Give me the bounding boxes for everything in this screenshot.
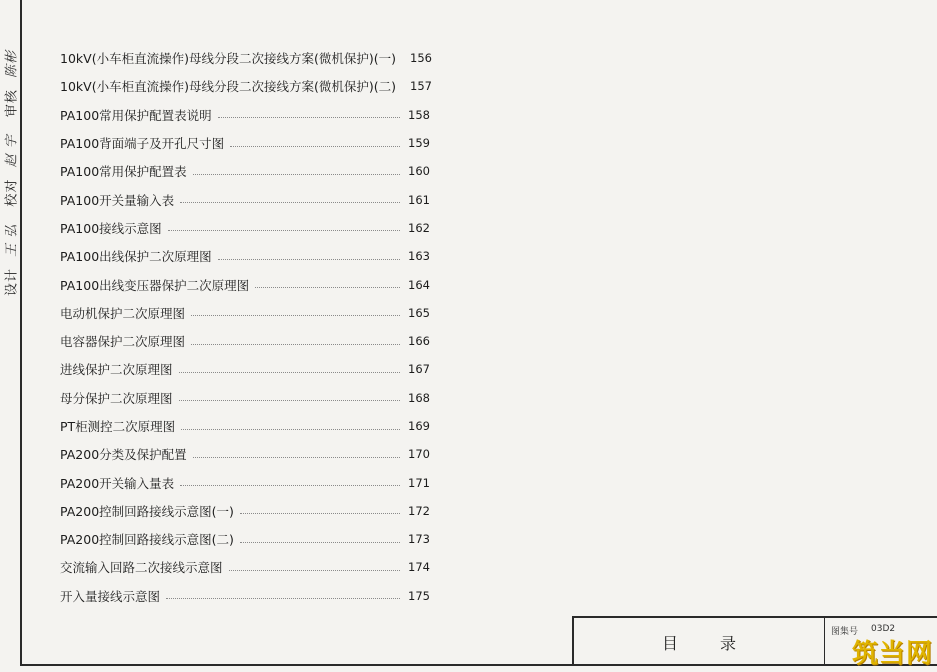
- toc-entry[interactable]: [60, 44, 430, 72]
- toc-dot-leader: [193, 457, 400, 458]
- toc-entry[interactable]: [60, 242, 430, 270]
- toc-entry-page: 168: [408, 390, 430, 405]
- toc-entry-page: 174: [408, 560, 430, 575]
- toc-dot-leader: [230, 146, 400, 147]
- toc-entry-page: 163: [408, 249, 430, 264]
- toc-entry[interactable]: [60, 299, 430, 327]
- toc-dot-leader: [218, 117, 400, 118]
- toc-dot-leader: [218, 259, 400, 260]
- toc-dot-leader: [180, 202, 400, 203]
- toc-entry-page: 171: [408, 475, 430, 490]
- toc-entry[interactable]: [60, 101, 430, 129]
- check-signature: 赵 宇: [4, 133, 20, 167]
- toc-entry-title: 开入量接线示意图: [60, 588, 161, 604]
- toc-entry-title: 母分保护二次原理图: [60, 390, 173, 406]
- toc-entry-page: 158: [408, 107, 430, 122]
- toc-entry-page: 169: [408, 419, 430, 433]
- toc-entry[interactable]: [60, 525, 430, 553]
- toc-entry-title: PA100常用保护配置表: [60, 164, 187, 180]
- toc-entry-title: 交流输入回路二次接线示意图: [60, 560, 223, 576]
- toc-entry-title: PT柜测控二次原理图: [60, 419, 176, 434]
- toc-entry[interactable]: [60, 129, 430, 157]
- toc-entry[interactable]: [60, 440, 430, 468]
- toc-entry[interactable]: [60, 384, 430, 412]
- toc-entry-title: PA200控制回路接线示意图(一): [60, 503, 234, 519]
- toc-entry-title: PA200控制回路接线示意图(二): [60, 532, 234, 548]
- toc-dot-leader: [191, 315, 400, 316]
- review-signature: 陈彬: [4, 49, 20, 78]
- toc-entry-title: PA100背面端子及开孔尺寸图: [60, 136, 225, 152]
- toc-dot-leader: [191, 344, 400, 345]
- toc-entry-page: 159: [408, 136, 430, 151]
- toc-entry-title: PA100常用保护配置表说明: [60, 107, 212, 123]
- toc-entry[interactable]: [60, 270, 430, 298]
- toc-entry-page: 161: [408, 192, 430, 207]
- toc-entry-page: 167: [408, 362, 430, 377]
- toc-entry-page: 164: [408, 277, 430, 292]
- toc-entry-title: PA200开关输入量表: [60, 475, 175, 491]
- toc-entry-page: 170: [408, 447, 430, 462]
- toc-entry[interactable]: [60, 582, 430, 610]
- toc-entry-title: 10kV(小车柜直流操作)母线分段二次接线方案(微机保护)(二): [60, 79, 396, 95]
- toc-entry-page: 172: [408, 503, 430, 518]
- toc-dot-leader: [181, 429, 400, 430]
- toc-entry-title: PA100接线示意图: [60, 220, 162, 236]
- toc-entry[interactable]: [60, 412, 430, 440]
- toc-entry-page: 173: [408, 532, 430, 547]
- toc-entry-page: 166: [408, 334, 430, 349]
- toc-entry[interactable]: [60, 497, 430, 525]
- toc-entry[interactable]: [60, 468, 430, 496]
- toc-entry-title: 电容器保护二次原理图: [60, 334, 186, 350]
- toc-entry-title: PA100开关量输入表: [60, 192, 175, 208]
- toc-entry-page: 160: [408, 164, 430, 179]
- toc-entry-page: 157: [410, 79, 432, 94]
- toc-dot-leader: [193, 174, 400, 175]
- toc-dot-leader: [255, 287, 400, 288]
- table-of-contents: [60, 44, 430, 610]
- toc-entry-title: PA100出线变压器保护二次原理图: [60, 277, 250, 293]
- review-label: 审核: [4, 88, 20, 117]
- toc-entry-page: 156: [410, 51, 432, 66]
- toc-entry-page: 175: [408, 588, 430, 603]
- toc-entry[interactable]: [60, 157, 430, 185]
- toc-dot-leader: [240, 542, 400, 543]
- atlas-number: 03D2: [871, 624, 896, 634]
- toc-dot-leader: [166, 598, 400, 599]
- toc-dot-leader: [240, 513, 400, 514]
- toc-entry-page: 162: [408, 220, 430, 235]
- design-label: 设计: [4, 267, 20, 296]
- toc-dot-leader: [179, 400, 400, 401]
- toc-dot-leader: [180, 485, 400, 486]
- toc-dot-leader: [179, 372, 400, 373]
- signature-strip-text: [1, 43, 20, 301]
- check-label: 校对: [4, 178, 20, 207]
- watermark-logo: 筑当网: [851, 639, 933, 669]
- toc-entry[interactable]: [60, 355, 430, 383]
- toc-entry[interactable]: [60, 72, 430, 100]
- toc-entry[interactable]: [60, 553, 430, 581]
- design-signature: 王 弘: [4, 223, 20, 257]
- toc-entry[interactable]: [60, 185, 430, 213]
- toc-entry-title: PA200分类及保护配置: [60, 447, 187, 463]
- title-block-title: 目录: [661, 633, 778, 653]
- toc-entry-title: 进线保护二次原理图: [60, 362, 173, 378]
- toc-entry-page: 165: [408, 305, 430, 320]
- toc-dot-leader: [229, 570, 400, 571]
- atlas-label: 图集号: [831, 627, 859, 637]
- signature-strip: [0, 0, 21, 345]
- toc-entry-title: 10kV(小车柜直流操作)母线分段二次接线方案(微机保护)(一): [60, 51, 396, 67]
- toc-dot-leader: [168, 230, 400, 231]
- toc-entry-title: PA100出线保护二次原理图: [60, 249, 212, 265]
- toc-entry-title: 电动机保护二次原理图: [60, 305, 186, 321]
- toc-entry[interactable]: [60, 327, 430, 355]
- toc-entry[interactable]: [60, 214, 430, 242]
